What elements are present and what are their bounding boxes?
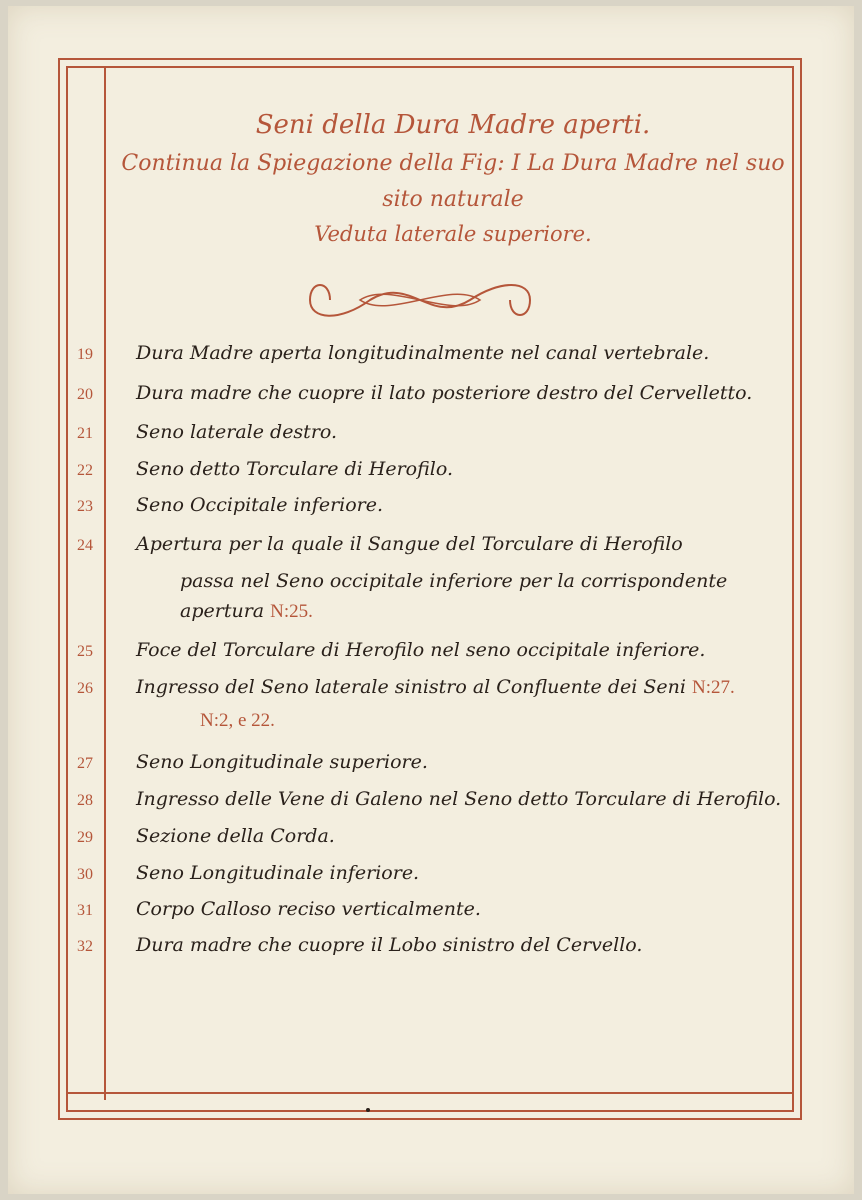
entry-number: 22 <box>77 462 93 479</box>
entry-text <box>136 676 735 699</box>
entry-number: 30 <box>77 866 93 883</box>
entry-number: 28 <box>77 792 93 809</box>
entry-text: Ingresso delle Vene di Galeno nel Seno detto Torculare di Herofilo. <box>136 788 782 810</box>
entry-number: 29 <box>77 829 93 846</box>
entry-number: 23 <box>77 498 93 515</box>
view-caption: Veduta laterale superiore. <box>314 222 592 246</box>
entry-text-part: Ingresso del Seno laterale sinistro al Confluente dei Seni <box>136 676 686 698</box>
entry-text: Seno Occipitale inferiore. <box>136 494 384 516</box>
subtitle-line-2: sito naturale <box>382 187 524 212</box>
entry-text-part: apertura <box>180 600 265 622</box>
entry-number: 24 <box>77 537 93 554</box>
entry-text: Seno Longitudinale superiore. <box>136 751 428 773</box>
flourish-ornament <box>300 270 540 330</box>
cross-reference: N:2, e 22. <box>200 710 275 731</box>
number-column-rule <box>104 66 106 1100</box>
page-subtitle <box>108 146 798 218</box>
page-dot <box>366 1108 370 1112</box>
entry-text: Seno laterale destro. <box>136 421 338 443</box>
entry-number: 32 <box>77 938 93 955</box>
entry-text: Apertura per la quale il Sangue del Torculare di Herofilo <box>136 533 683 555</box>
entry-number: 31 <box>77 902 93 919</box>
entry-text: Foce del Torculare di Herofilo nel seno occipitale inferiore. <box>136 639 706 661</box>
entry-text: Dura Madre aperta longitudinalmente nel canal vertebrale. <box>136 342 710 364</box>
entry-text: Sezione della Corda. <box>136 825 335 847</box>
entry-text: Dura madre che cuopre il Lobo sinistro del Cervello. <box>136 934 643 956</box>
entry-text <box>180 600 313 623</box>
page-title: Seni della Dura Madre aperti. <box>255 110 651 140</box>
subtitle-line-1: Continua la Spiegazione della Fig: I La Dura Madre nel suo <box>121 151 785 176</box>
entry-number: 21 <box>77 425 93 442</box>
entry-text: Seno Longitudinale inferiore. <box>136 862 420 884</box>
entry-number: 20 <box>77 386 93 403</box>
cross-reference: N:27. <box>691 677 735 698</box>
entry-text: Seno detto Torculare di Herofilo. <box>136 458 454 480</box>
entry-number: 19 <box>77 346 93 363</box>
entry-number: 27 <box>77 755 93 772</box>
entry-number: 26 <box>77 680 93 697</box>
entry-text: Corpo Calloso reciso verticalmente. <box>136 898 481 920</box>
bottom-rule <box>66 1092 794 1094</box>
entry-text: passa nel Seno occipitale inferiore per la corrispondente <box>180 570 728 592</box>
entry-number: 25 <box>77 643 93 660</box>
entry-text: Dura madre che cuopre il lato posteriore destro del Cervelletto. <box>136 382 753 404</box>
cross-reference: N:25. <box>270 601 313 622</box>
